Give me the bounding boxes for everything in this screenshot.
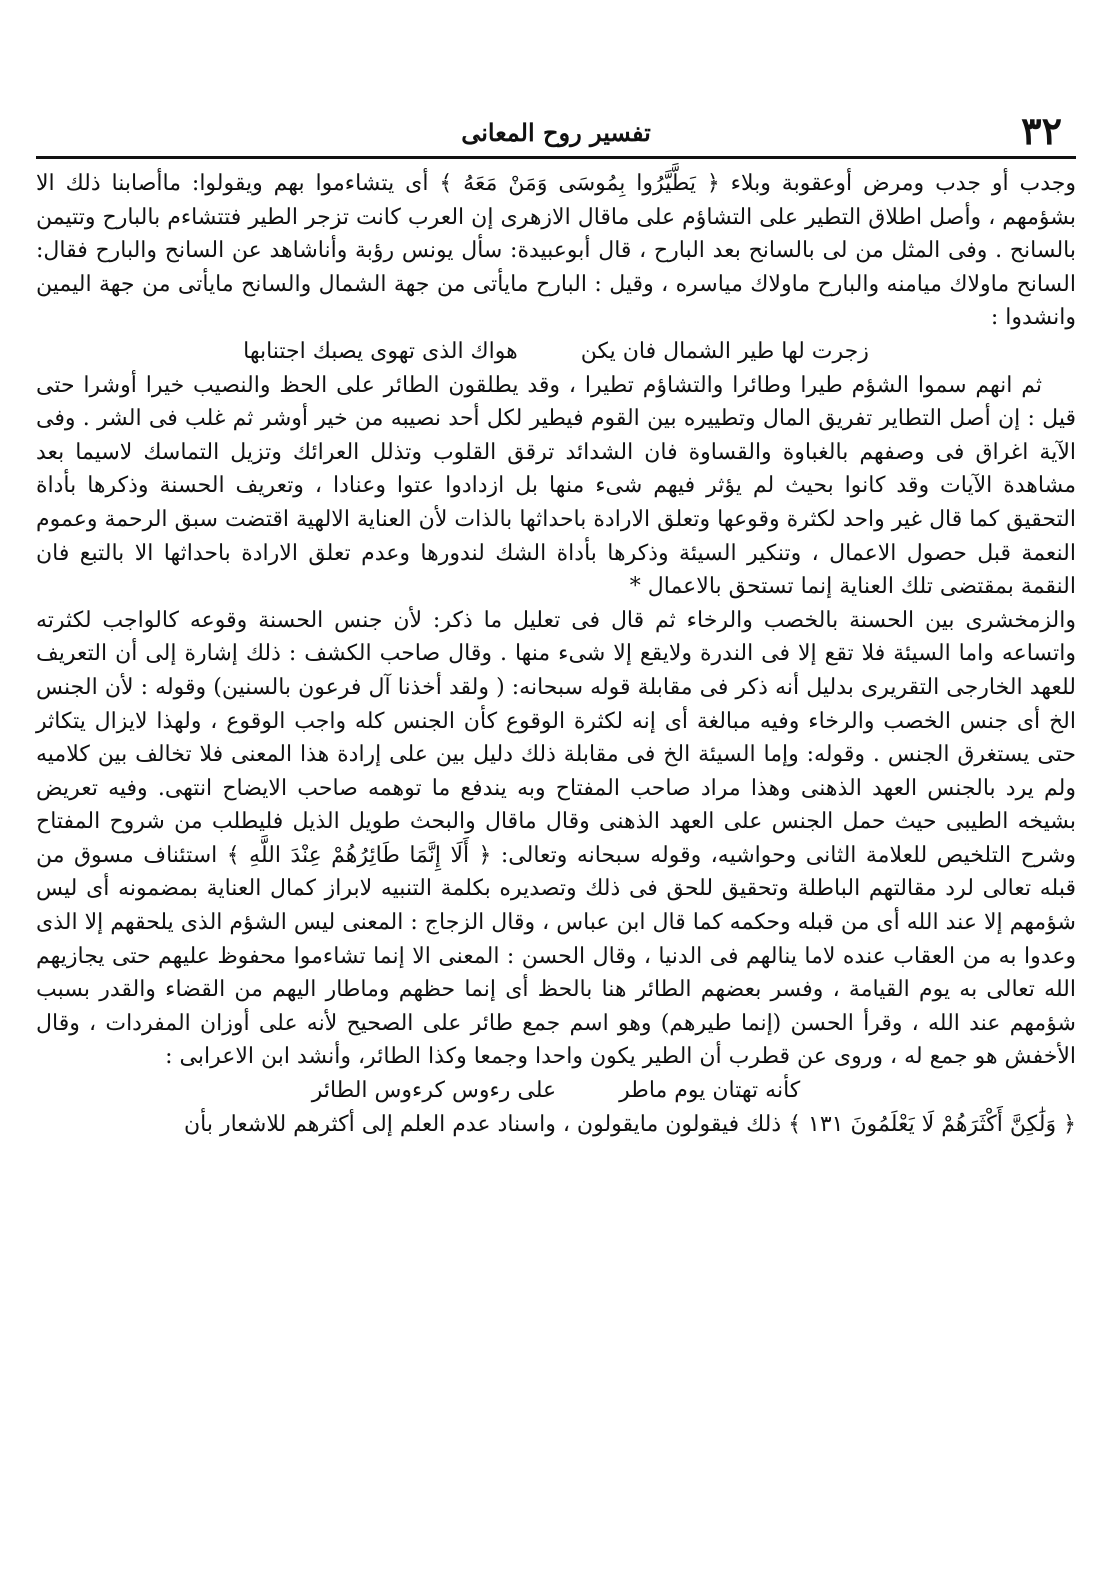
verse-2 — [36, 1074, 1076, 1108]
verse-2-hemistich-b: على رءوس كرءوس الطائر — [311, 1078, 557, 1104]
page-number: ٣٢ — [1021, 108, 1062, 153]
paragraph-2: ثم انهم سموا الشؤم طيرا وطائرا والتشاؤم تطيرا ، وقد يطلقون الطائر على الحظ والنصيب خيرا أوشرا حتى قيل : إن أصل التطاير تفريق المال وتطييره بين القوم فيطير لكل أحد نصيبه من خير أوشر ثم غلب فى الشر . وفى الآية اغراق فى وصفهم بالغباوة والقساوة فان الشدائد ترقق القلوب وتذلل العرائك وتزيل التماسك لاسيما بعد مشاهدة الآيات وقد كانوا بحيث لم يؤثر فيهم شىء منها بل ازدادوا عتوا وعنادا ، وتعريف الحسنة وذكرها بأداة التحقيق كما قال غير واحد لكثرة وقوعها وتعلق الارادة باحداثها بالذات لأن العناية الالهية اقتضت سبق الرحمة وعموم النعمة قبل حصول الاعمال ، وتنكير السيئة وذكرها بأداة الشك لندورها وعدم تعلق الارادة باحداثها الا بالتبع فان النقمة بمقتضى تلك العناية إنما تستحق بالاعمال * — [36, 372, 1076, 600]
verse-1-hemistich-a: زجرت لها طير الشمال فان يكن — [580, 338, 869, 364]
paragraph-4: ﴿ وَلَٰكِنَّ أَكْثَرَهُمْ لَا يَعْلَمُونَ ١٣١ ﴾ ذلك فيقولون مايقولون ، واسناد عدم العلم إلى أكثرهم للاشعار بأن — [183, 1111, 1076, 1137]
verse-1-hemistich-b: هواك الذى تهوى يصبك اجتنابها — [243, 338, 518, 364]
verse-2-hemistich-a: كأنه تهتان يوم ماطر — [619, 1078, 801, 1104]
page-header — [36, 108, 1076, 159]
book-page — [36, 108, 1076, 1568]
running-title: تفسير روح المعانى — [461, 118, 651, 147]
page-body — [36, 167, 1076, 1141]
paragraph-3: والزمخشرى بين الحسنة بالخصب والرخاء ثم قال فى تعليل ما ذكر: لأن جنس الحسنة وقوعه كالواجب لكثرته واتساعه واما السيئة فلا تقع إلا فى الندرة ولايقع إلا شىء منها . وقال صاحب الكشف : ذلك إشارة إلى أن التعريف للعهد الخارجى التقريرى بدليل أنه ذكر فى مقابلة قوله سبحانه: ( ولقد أخذنا آل فرعون بالسنين) وقوله : لأن الجنس الخ أى جنس الخصب والرخاء وفيه مبالغة أى إنه لكثرة الوقوع كأن الجنس كله واجب الوقوع ، ولهذا لايزال يتكاثر حتى يستغرق الجنس . وقوله: وإما السيئة الخ فى مقابلة ذلك دليل بين على إرادة هذا المعنى فلا تخالف بين كلاميه ولم يرد بالجنس العهد الذهنى وهذا مراد صاحب المفتاح وبه يندفع ما توهمه صاحب الايضاح انتهى. وفيه تعريض بشيخه الطيبى حيث حمل الجنس على العهد الذهنى وقال ماقال والبحث طويل الذيل فليطلب من شروح المفتاح وشرح التلخيص للعلامة الثانى وحواشيه، وقوله سبحانه وتعالى: ﴿ أَلَا إِنَّمَا طَائِرُهُمْ عِنْدَ اللَّهِ ﴾ استئناف مسوق من قبله تعالى لرد مقالتهم الباطلة وتحقيق للحق فى ذلك وتصديره بكلمة التنبيه لابراز كمال العناية بمضمونه أى ليس شؤمهم إلا عند الله أى من قبله وحكمه كما قال ابن عباس ، وقال الزجاج : المعنى ليس الشؤم الذى يلحقهم إلا الذى وعدوا به من العقاب عنده لاما ينالهم فى الدنيا ، وقال الحسن : المعنى الا إنما تشاءموا محفوظ عليهم حتى يجازيهم الله تعالى به يوم القيامة ، وفسر بعضهم الطائر هنا بالحظ أى إنما حظهم وماطار اليهم من القضاء والقدر بسبب شؤمهم عند الله ، وقرأ الحسن (إنما طيرهم) وهو اسم جمع طائر على الصحيح لأنه على أوزان المفردات ، وقال الأخفش هو جمع له ، وروى عن قطرب أن الطير يكون واحدا وجمعا وكذا الطائر، وأنشد ابن الاعرابى : — [36, 607, 1077, 1070]
paragraph-1: وجدب أو جدب ومرض أوعقوبة وبلاء ﴿ يَطَّيَّرُوا بِمُوسَى وَمَنْ مَعَهُ ﴾ أى يتشاءموا بهم ويقولوا: ماأصابنا ذلك الا بشؤمهم ، وأصل اطلاق التطير على التشاؤم على ماقال الازهرى إن العرب كانت تزجر الطير فتتشاءم بالبارح وتتيمن بالسانح . وفى المثل من لى بالسانح بعد البارح ، قال أبوعبيدة: سأل يونس رؤبة وأناشاهد عن السانح والبارح فقال: السانح ماولاك ميامنه والبارح ماولاك مياسره ، وقيل : البارح مايأتى من جهة الشمال والسانح مايأتى من جهة اليمين وانشدوا : — [36, 171, 1076, 331]
verse-1 — [36, 335, 1076, 369]
